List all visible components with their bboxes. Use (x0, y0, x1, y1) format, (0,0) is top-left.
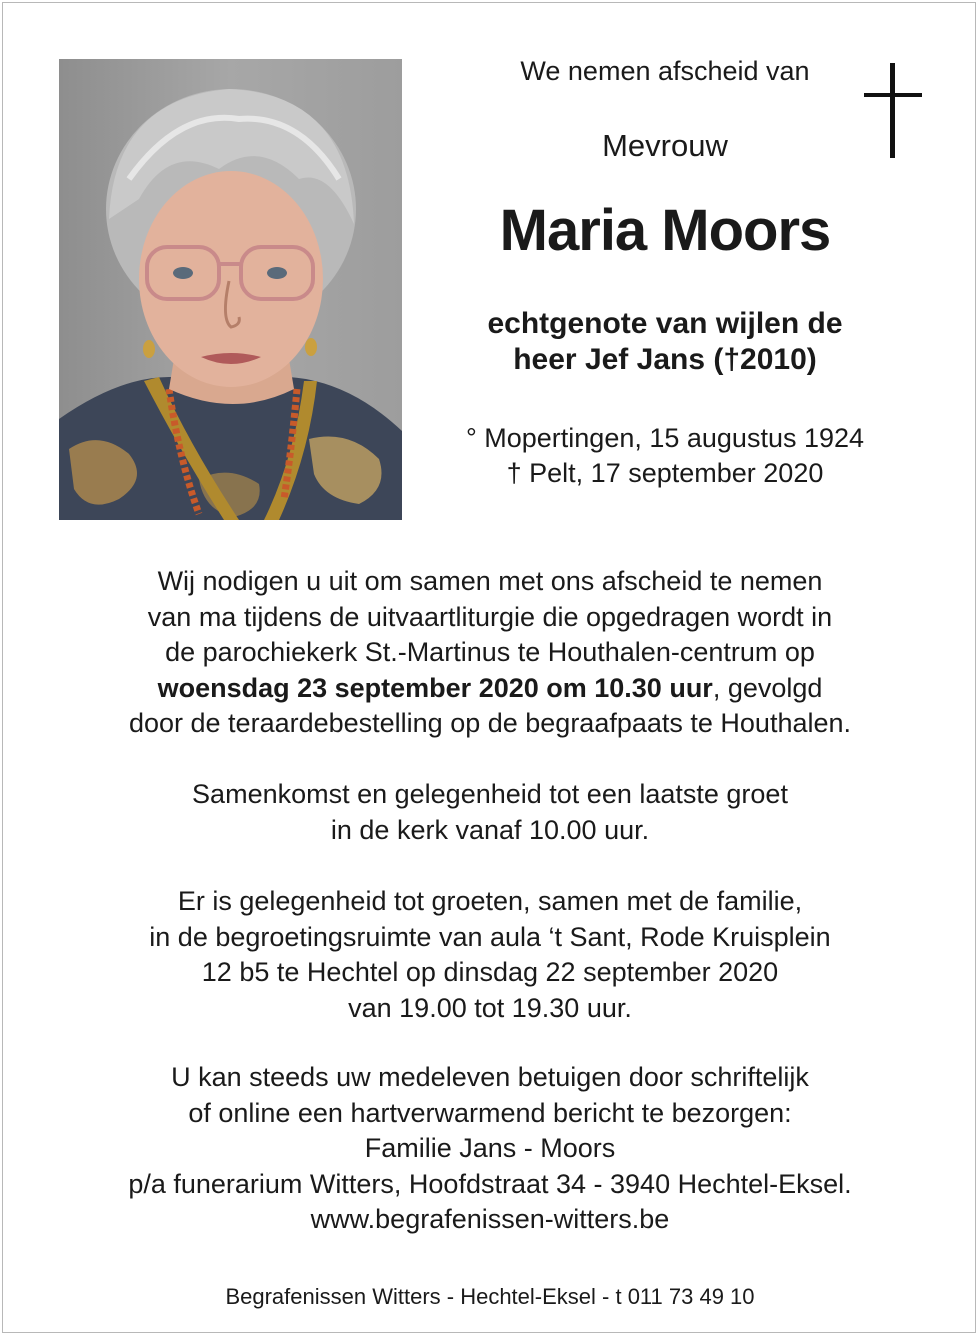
greeting-paragraph (40, 884, 940, 1026)
invitation-line: door de teraardebestelling op de begraafpaats te Houthalen. (128, 708, 852, 738)
invitation-line-rest: , gevolgd (712, 672, 823, 703)
condolence-line: U kan steeds uw medeleven betuigen door schriftelijk (171, 1062, 809, 1092)
portrait-photo (59, 59, 402, 520)
funeral-home-address: p/a funerarium Witters, Hoofdstraat 34 - 3940 Hechtel-Eksel. (128, 1168, 852, 1199)
birth-date: ° Mopertingen, 15 augustus 1924 (465, 423, 865, 453)
family-name: Familie Jans - Moors (364, 1133, 616, 1163)
website-link[interactable]: www.begrafenissen-witters.be (310, 1204, 670, 1234)
invitation-line: de parochiekerk St.-Martinus te Houthalen-centrum op (165, 637, 815, 667)
gathering-paragraph (40, 777, 940, 848)
spouse-info (420, 306, 910, 378)
invitation-line: van ma tijdens de uitvaartliturgie die opgedragen wordt in (147, 601, 833, 632)
spouse-line-1: echtgenote van wijlen de (487, 307, 843, 340)
greeting-line: Er is gelegenheid tot groeten, samen met de familie, (177, 886, 803, 916)
honorific: Mevrouw (602, 128, 728, 163)
intro-text: We nemen afscheid van (520, 56, 810, 86)
invitation-line: Wij nodigen u uit om samen met ons afscheid te nemen (157, 566, 823, 596)
invitation-line (40, 671, 940, 707)
footer-credit: Begrafenissen Witters - Hechtel-Eksel - t 011 73 49 10 (225, 1284, 755, 1309)
life-dates (420, 421, 910, 491)
deceased-name: Maria Moors (499, 198, 831, 263)
condolence-paragraph (40, 1060, 940, 1238)
spouse-line-2: heer Jef Jans (†2010) (513, 343, 817, 376)
gathering-line: Samenkomst en gelegenheid tot een laatste groet (192, 779, 788, 809)
service-datetime: woensdag 23 september 2020 om 10.30 uur (157, 672, 713, 703)
greeting-line: van 19.00 tot 19.30 uur. (348, 992, 632, 1023)
greeting-line: 12 b5 te Hechtel op dinsdag 22 september 2020 (201, 957, 779, 987)
death-date: † Pelt, 17 september 2020 (506, 458, 824, 488)
greeting-line: in de begroetingsruimte van aula ‘t Sant, Rode Kruisplein (149, 921, 831, 952)
invitation-paragraph (40, 564, 940, 742)
condolence-line: of online een hartverwarmend bericht te bezorgen: (188, 1097, 792, 1128)
gathering-line: in de kerk vanaf 10.00 uur. (330, 814, 650, 845)
